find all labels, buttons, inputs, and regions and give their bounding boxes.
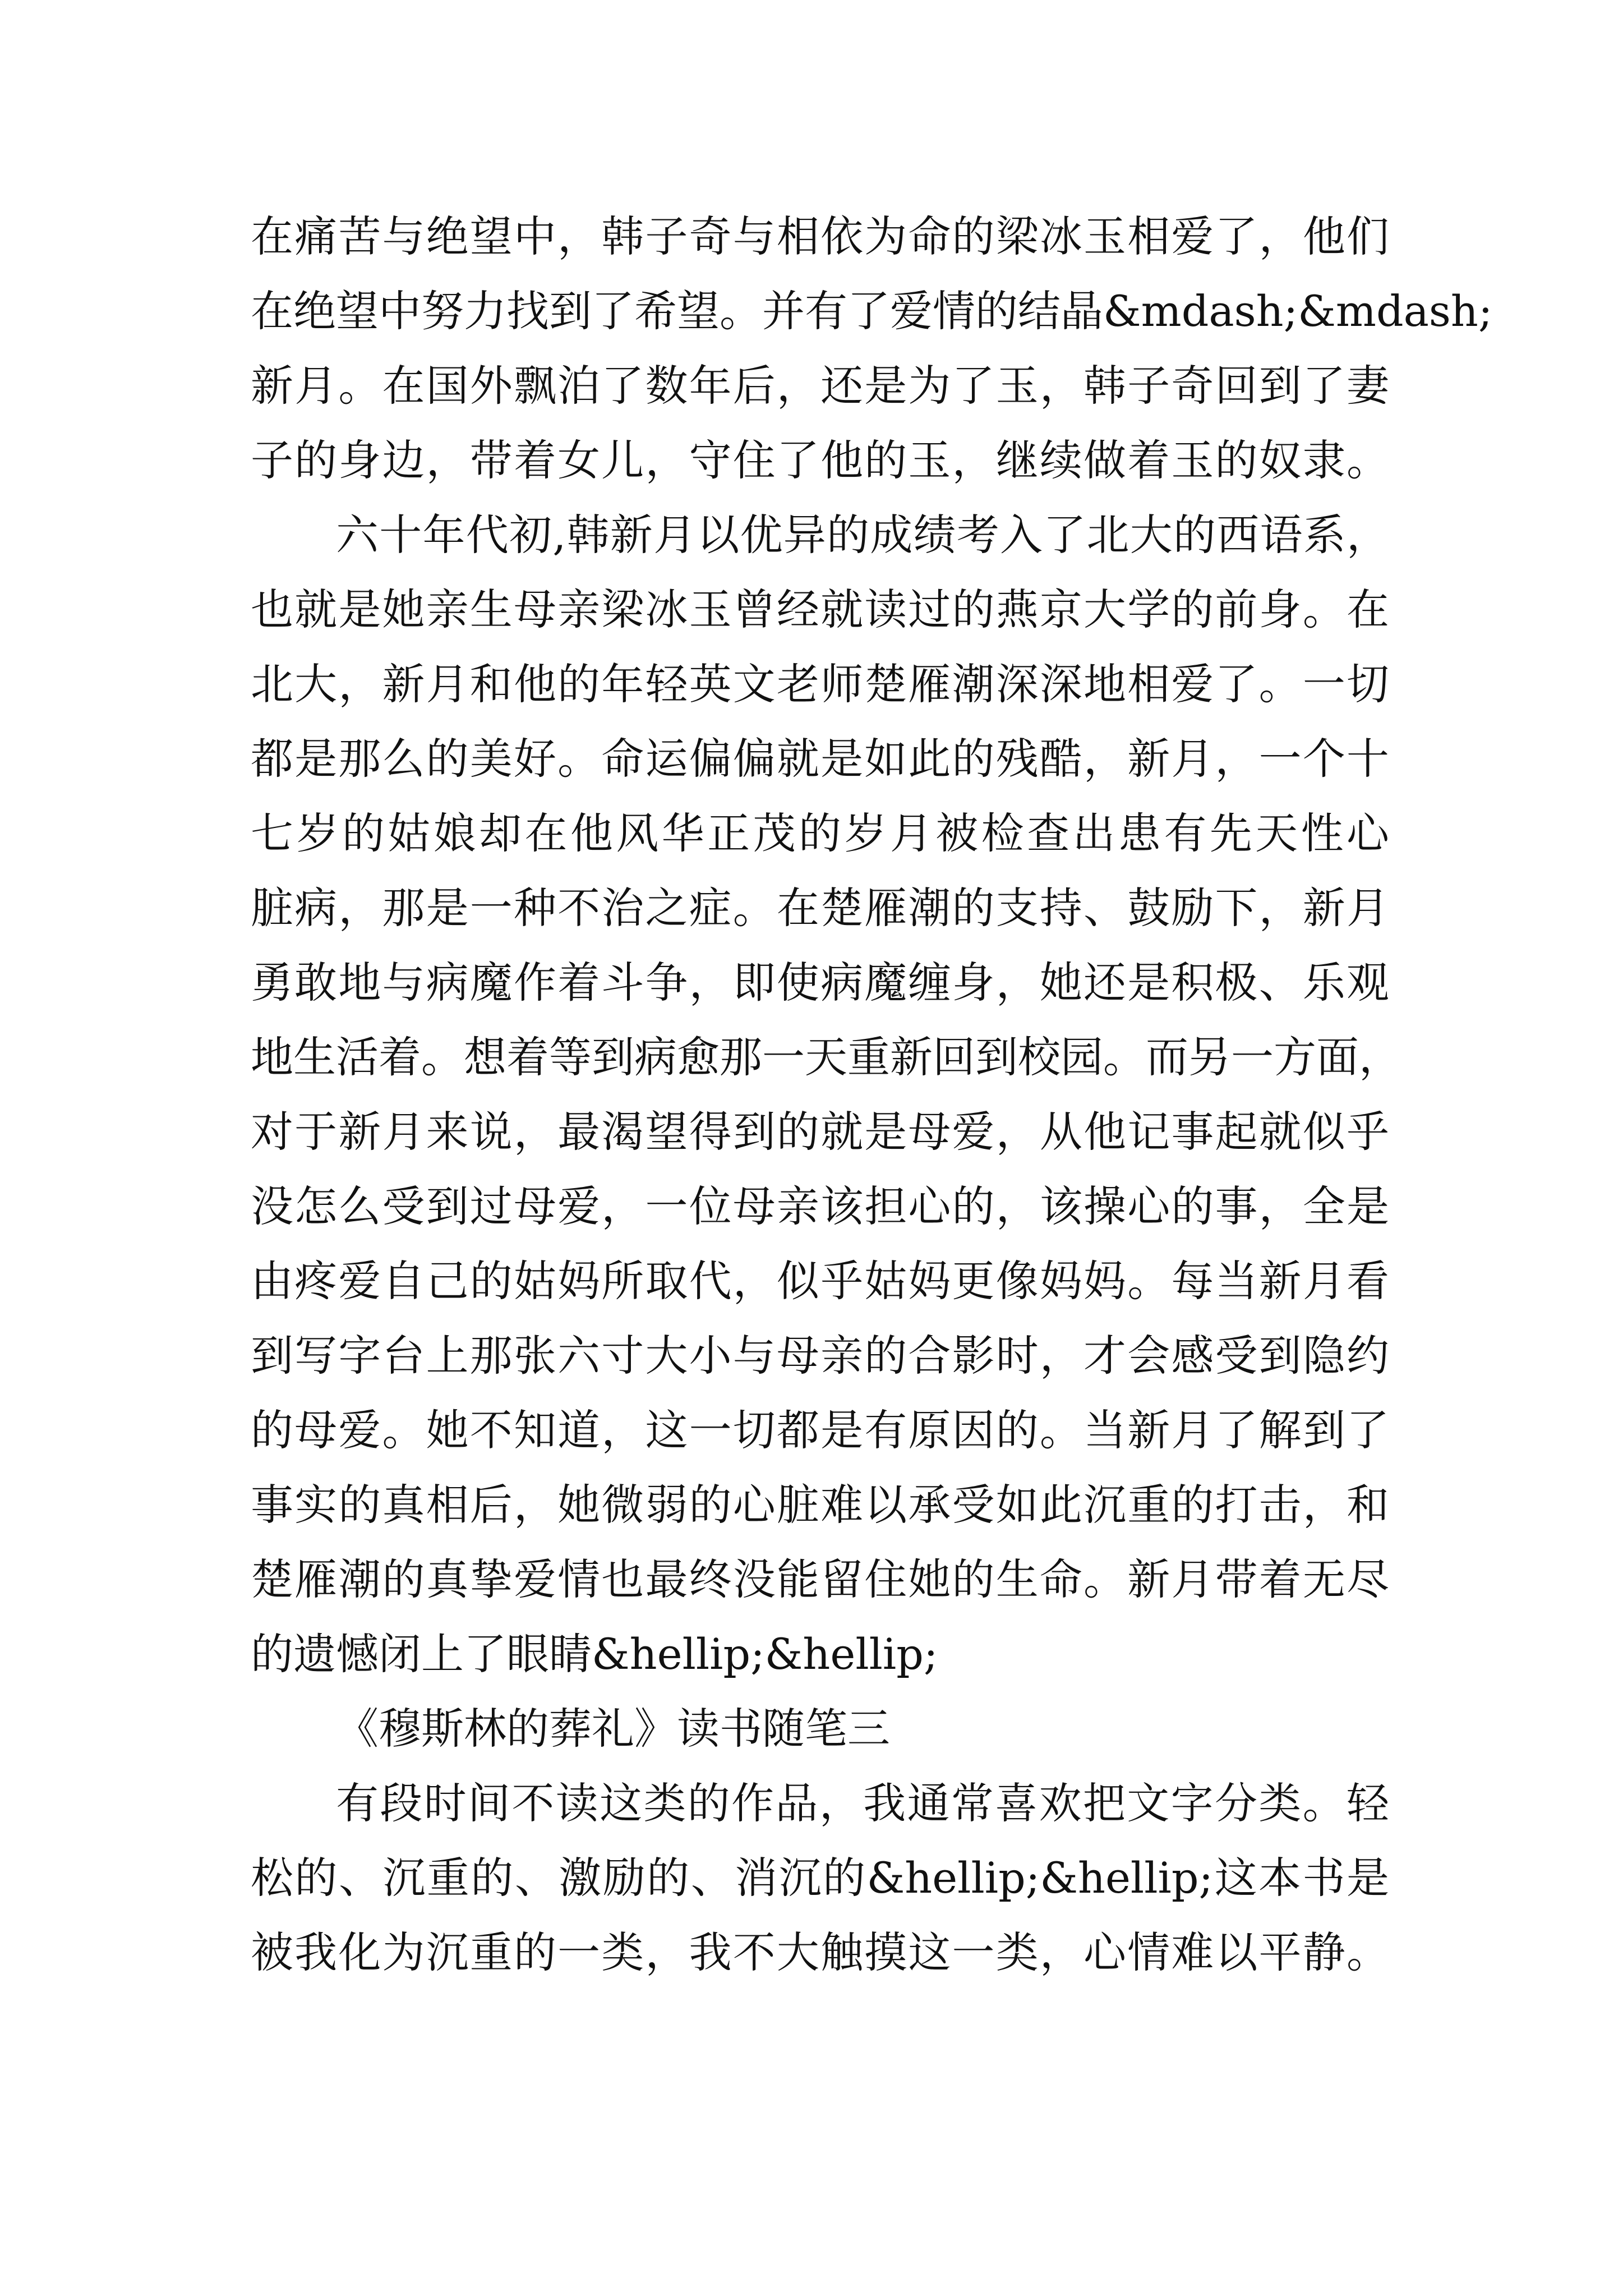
text-line: 在痛苦与绝望中，韩子奇与相依为命的梁冰玉相爱了，他们 — [251, 211, 1389, 261]
text-line: 由疼爱自己的姑妈所取代，似乎姑妈更像妈妈。每当新月看 — [251, 1256, 1389, 1306]
text-line: 到写字台上那张六寸大小与母亲的合影时，才会感受到隐约 — [251, 1331, 1389, 1381]
body-text — [251, 199, 1493, 1990]
text-line: 的母爱。她不知道，这一切都是有原因的。当新月了解到了 — [251, 1405, 1389, 1455]
text-line: 被我化为沉重的一类，我不大触摸这一类，心情难以平静。 — [251, 1927, 1389, 1977]
text-line: 脏病，那是一种不治之症。在楚雁潮的支持、鼓励下，新月 — [251, 883, 1389, 933]
text-line: 勇敢地与病魔作着斗争，即使病魔缠身，她还是积极、乐观 — [251, 958, 1389, 1007]
text-line: 子的身边，带着女儿，守住了他的玉，继续做着玉的奴隶。 — [251, 435, 1389, 485]
text-line: 都是那么的美好。命运偏偏就是如此的残酷，新月，一个十 — [251, 734, 1389, 784]
paragraph-start-line: 有段时间不读这类的作品，我通常喜欢把文字分类。轻 — [336, 1778, 1389, 1828]
text-line: 对于新月来说，最渴望得到的就是母爱，从他记事起就似乎 — [251, 1107, 1389, 1157]
paragraph-start-line: 六十年代初,韩新月以优异的成绩考入了北大的西语系， — [336, 510, 1389, 560]
text-line: 事实的真相后，她微弱的心脏难以承受如此沉重的打击，和 — [251, 1480, 1389, 1530]
text-line: 楚雁潮的真挚爱情也最终没能留住她的生命。新月带着无尽 — [251, 1554, 1389, 1604]
text-line: 没怎么受到过母爱，一位母亲该担心的，该操心的事，全是 — [251, 1181, 1389, 1231]
section-heading: 《穆斯林的葬礼》读书随笔三 — [336, 1704, 890, 1754]
text-line: 新月。在国外飘泊了数年后，还是为了玉，韩子奇回到了妻 — [251, 361, 1389, 411]
text-line: 也就是她亲生母亲梁冰玉曾经就读过的燕京大学的前身。在 — [251, 585, 1389, 634]
text-line: 七岁的姑娘却在他风华正茂的岁月被检查出患有先天性心 — [251, 808, 1389, 858]
text-line: 松的、沉重的、激励的、消沉的&hellip;&hellip;这本书是 — [251, 1853, 1389, 1903]
paragraph-end-line: 的遗憾闭上了眼睛&hellip;&hellip; — [251, 1629, 938, 1679]
text-line: 北大，新月和他的年轻英文老师楚雁潮深深地相爱了。一切 — [251, 659, 1389, 709]
text-line: 地生活着。想着等到病愈那一天重新回到校园。而另一方面， — [251, 1032, 1401, 1082]
text-line: 在绝望中努力找到了希望。并有了爱情的结晶&mdash;&mdash; — [251, 286, 1493, 336]
